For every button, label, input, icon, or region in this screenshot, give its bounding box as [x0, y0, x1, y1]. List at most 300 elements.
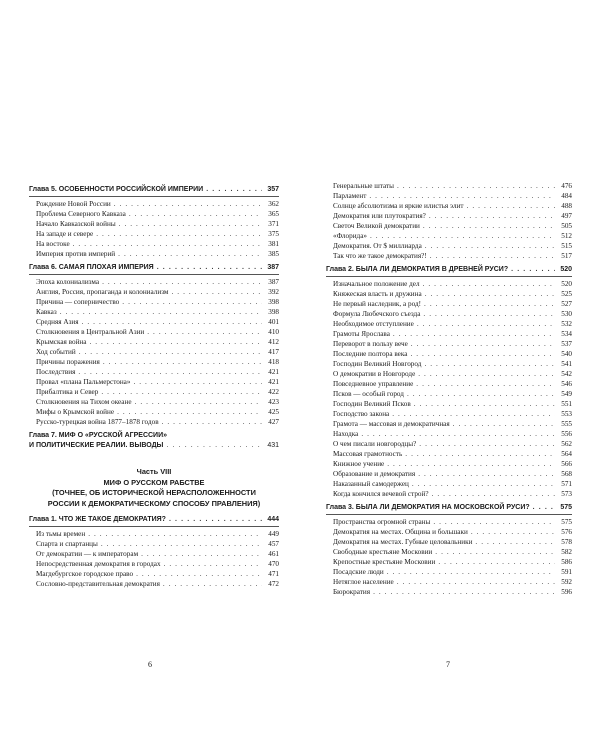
toc-entry[interactable]: [333, 339, 572, 349]
toc-entry[interactable]: [333, 389, 572, 399]
entry-title: Бюрократия: [333, 588, 371, 596]
entry-title: Причины поражения: [36, 358, 100, 366]
dot-leader: [101, 539, 262, 549]
entry-title: Книжное учение: [333, 460, 385, 468]
chapter-6-entries: [29, 277, 279, 427]
dot-leader: [157, 263, 262, 273]
toc-chapter-7[interactable]: [29, 431, 279, 451]
entry-page: 556: [561, 430, 572, 438]
toc-entry[interactable]: [333, 537, 572, 547]
entry-title: Ход событий: [36, 348, 76, 356]
entry-title: Русско-турецкая война 1877–1878 годов: [36, 418, 159, 426]
toc-entry[interactable]: [333, 439, 572, 449]
dot-leader: [418, 369, 555, 379]
toc-entry[interactable]: [36, 367, 279, 377]
entry-page: 575: [561, 518, 572, 526]
entry-page: 551: [561, 400, 572, 408]
chapter-5-entries: [29, 199, 279, 259]
entry-page: 401: [268, 318, 279, 326]
dot-leader: [425, 289, 555, 299]
entry-page: 375: [268, 230, 279, 238]
entry-title: Демократия. От $ миллиарда: [333, 242, 422, 250]
toc-entry[interactable]: [333, 349, 572, 359]
toc-entry[interactable]: [333, 319, 572, 329]
entry-page: 592: [561, 578, 572, 586]
toc-entry[interactable]: [36, 307, 279, 317]
entry-title: Княжеская власть и дружина: [333, 290, 422, 298]
entry-page: 571: [561, 480, 572, 488]
dot-leader: [475, 537, 555, 547]
dot-leader: [438, 557, 555, 567]
dot-leader: [118, 249, 262, 259]
entry-title: Массовая грамотность: [333, 450, 403, 458]
entry-page: 423: [268, 398, 279, 406]
entry-title: Пространства огромной страны: [333, 518, 431, 526]
dot-leader: [133, 377, 262, 387]
entry-page: 568: [561, 470, 572, 478]
part-heading: [29, 467, 279, 509]
entry-page: 387: [268, 278, 279, 286]
toc-entry[interactable]: [333, 231, 572, 241]
entry-title: Крепостные крестьяне Московии: [333, 558, 436, 566]
entry-page: 515: [561, 242, 572, 250]
page-number-right: 7: [446, 660, 450, 669]
entry-title: Последствия: [36, 368, 76, 376]
dot-leader: [424, 359, 555, 369]
chapter-divider: [29, 526, 279, 527]
entry-title: О чем писали новгородцы?: [333, 440, 417, 448]
dot-leader: [82, 317, 262, 327]
entry-page: 530: [561, 310, 572, 318]
toc-entry[interactable]: [333, 517, 572, 527]
entry-title: Свободные крестьяне Московии: [333, 548, 433, 556]
dot-leader: [135, 397, 262, 407]
dot-leader: [423, 221, 555, 231]
toc-chapter-1[interactable]: [29, 515, 279, 525]
chapter-page: 520: [560, 266, 572, 273]
dot-leader: [79, 347, 262, 357]
dot-leader: [416, 379, 555, 389]
toc-entry[interactable]: [333, 211, 572, 221]
entry-page: 457: [268, 540, 279, 548]
dot-leader: [417, 319, 555, 329]
dot-leader: [410, 349, 555, 359]
entry-title: Образование и демократия: [333, 470, 416, 478]
toc-entry[interactable]: [36, 327, 279, 337]
entry-page: 541: [561, 360, 572, 368]
dot-leader: [96, 229, 262, 239]
entry-page: 576: [561, 528, 572, 536]
toc-entry[interactable]: [333, 527, 572, 537]
entry-page: 484: [561, 192, 572, 200]
left-toc-column: [29, 185, 279, 589]
entry-page: 421: [268, 378, 279, 386]
entry-title: О демократии в Новгороде: [333, 370, 416, 378]
toc-entry[interactable]: [36, 569, 279, 579]
chapter-title: Глава 5. ОСОБЕННОСТИ РОССИЙСКОЙ ИМПЕРИИ: [29, 186, 204, 193]
entry-page: 537: [561, 340, 572, 348]
chapter-page: 444: [267, 516, 279, 523]
chapter-page: 357: [267, 186, 279, 193]
entry-title: Необходимое отступление: [333, 320, 414, 328]
toc-entry[interactable]: [36, 297, 279, 307]
toc-entry[interactable]: [333, 299, 572, 309]
dot-leader: [405, 449, 555, 459]
dot-leader: [424, 299, 555, 309]
toc-entry[interactable]: [36, 579, 279, 589]
dot-leader: [122, 297, 262, 307]
chapter-2-entries: [326, 279, 572, 499]
entry-page: 527: [561, 300, 572, 308]
toc-entry[interactable]: [333, 409, 572, 419]
entry-title: На западе и севере: [36, 230, 94, 238]
entry-page: 497: [561, 212, 572, 220]
entry-title: «Флорида»: [333, 232, 367, 240]
toc-entry[interactable]: [36, 249, 279, 259]
toc-entry[interactable]: [36, 377, 279, 387]
chapter-divider: [326, 276, 572, 277]
entry-page: 582: [561, 548, 572, 556]
dot-leader: [103, 357, 262, 367]
entry-title: Из тьмы времен: [36, 530, 86, 538]
entry-page: 488: [561, 202, 572, 210]
entry-title: Начало Кавказской войны: [36, 220, 116, 228]
entry-title: Спарта и спартанцы: [36, 540, 98, 548]
part-number: Часть VIII: [136, 467, 172, 476]
toc-entry[interactable]: [333, 587, 572, 597]
entry-page: 532: [561, 320, 572, 328]
part-subtitle-line-1: (ТОЧНЕЕ, ОБ ИСТОРИЧЕСКОЙ НЕРАСПОЛОЖЕННОСТИ: [52, 488, 256, 497]
toc-entry[interactable]: [333, 289, 572, 299]
toc-entry[interactable]: [36, 417, 279, 427]
dot-leader: [117, 407, 262, 417]
entry-title: Светоч Великой демократии: [333, 222, 420, 230]
right-toc-column: [326, 181, 572, 597]
entry-title: Грамоты Ярослава: [333, 330, 390, 338]
entry-title: Не первый наследник, а род!: [333, 300, 422, 308]
entry-page: 578: [561, 538, 572, 546]
toc-entry[interactable]: [333, 279, 572, 289]
entry-title: Последние полтора века: [333, 350, 408, 358]
dot-leader: [147, 327, 262, 337]
continued-entries: [326, 181, 572, 261]
dot-leader: [164, 559, 262, 569]
dot-leader: [163, 579, 262, 589]
entry-title: Наказанный самодержец: [333, 480, 409, 488]
entry-page: 381: [268, 240, 279, 248]
chapter-page: 431: [267, 442, 279, 449]
toc-entry[interactable]: [36, 529, 279, 539]
toc-entry[interactable]: [36, 549, 279, 559]
dot-leader: [533, 503, 555, 513]
entry-title: Проблема Северного Кавказа: [36, 210, 126, 218]
entry-page: 517: [561, 252, 572, 260]
dot-leader: [361, 429, 555, 439]
entry-page: 549: [561, 390, 572, 398]
entry-page: 392: [268, 288, 279, 296]
dot-leader: [471, 527, 555, 537]
toc-chapter-2[interactable]: [326, 265, 572, 275]
dot-leader: [129, 209, 262, 219]
chapter-title-line-2: И ПОЛИТИЧЕСКИЕ РЕАЛИИ. ВЫВОДЫ: [29, 442, 164, 449]
dot-leader: [432, 489, 555, 499]
dot-leader: [101, 387, 262, 397]
toc-entry[interactable]: [333, 379, 572, 389]
toc-entry[interactable]: [333, 221, 572, 231]
toc-entry[interactable]: [36, 287, 279, 297]
chapter-divider: [326, 514, 572, 515]
dot-leader: [370, 231, 555, 241]
dot-leader: [387, 567, 555, 577]
entry-title: Грамота — массовая и демократичная: [333, 420, 450, 428]
entry-title: Магдебургское городское право: [36, 570, 134, 578]
chapter-title: Глава 6. САМАЯ ПЛОХАЯ ИМПЕРИЯ: [29, 264, 154, 271]
dot-leader: [429, 211, 555, 221]
toc-entry[interactable]: [36, 407, 279, 417]
entry-page: 564: [561, 450, 572, 458]
dot-leader: [114, 199, 262, 209]
dot-leader: [414, 399, 555, 409]
entry-title: Господин Великий Новгород: [333, 360, 422, 368]
toc-entry[interactable]: [333, 567, 572, 577]
dot-leader: [369, 191, 555, 201]
dot-leader: [423, 309, 555, 319]
dot-leader: [73, 239, 262, 249]
toc-entry[interactable]: [333, 329, 572, 339]
entry-title: Кавказ: [36, 308, 57, 316]
dot-leader: [397, 577, 555, 587]
entry-title: Находка: [333, 430, 359, 438]
entry-title: На востоке: [36, 240, 70, 248]
entry-page: 471: [268, 570, 279, 578]
dot-leader: [169, 515, 262, 525]
entry-title: Эпоха колониализма: [36, 278, 100, 286]
dot-leader: [206, 185, 262, 195]
entry-page: 461: [268, 550, 279, 558]
dot-leader: [78, 367, 262, 377]
toc-entry[interactable]: [333, 241, 572, 251]
entry-title: Империя против империй: [36, 250, 116, 258]
toc-entry[interactable]: [333, 309, 572, 319]
dot-leader: [162, 417, 262, 427]
toc-entry[interactable]: [36, 337, 279, 347]
entry-page: 534: [561, 330, 572, 338]
entry-page: 425: [268, 408, 279, 416]
toc-chapter-3[interactable]: [326, 503, 572, 513]
entry-page: 385: [268, 250, 279, 258]
dot-leader: [136, 569, 262, 579]
toc-entry[interactable]: [333, 369, 572, 379]
chapter-page: 387: [267, 264, 279, 271]
entry-title: Мифы о Крымской войне: [36, 408, 115, 416]
chapter-page: 575: [560, 504, 572, 511]
toc-entry[interactable]: [333, 489, 572, 499]
entry-page: 472: [268, 580, 279, 588]
toc-entry[interactable]: [333, 251, 572, 261]
part-title: МИФ О РУССКОМ РАБСТВЕ: [103, 477, 205, 487]
dot-leader: [419, 439, 555, 449]
chapter-divider: [29, 274, 279, 275]
entry-title: От демократии — к императорам: [36, 550, 139, 558]
entry-page: 422: [268, 388, 279, 396]
toc-entry[interactable]: [333, 577, 572, 587]
dot-leader: [60, 307, 262, 317]
dot-leader: [387, 459, 555, 469]
dot-leader: [119, 219, 262, 229]
dot-leader: [166, 441, 264, 451]
dot-leader: [511, 265, 555, 275]
entry-title: Провал «плана Пальмерстона»: [36, 378, 131, 386]
entry-title: Псков — особый город: [333, 390, 404, 398]
dot-leader: [435, 547, 555, 557]
toc-entry[interactable]: [333, 201, 572, 211]
entry-title: Нетяглое население: [333, 578, 394, 586]
toc-entry[interactable]: [36, 277, 279, 287]
entry-title: Генеральные штаты: [333, 182, 394, 190]
dot-leader: [411, 339, 555, 349]
entry-title: Причина — соперничество: [36, 298, 120, 306]
toc-entry[interactable]: [333, 359, 572, 369]
entry-page: 365: [268, 210, 279, 218]
toc-entry[interactable]: [333, 419, 572, 429]
toc-entry[interactable]: [36, 347, 279, 357]
entry-title: Столкновения в Центральной Азии: [36, 328, 145, 336]
toc-entry[interactable]: [36, 209, 279, 219]
entry-title: Когда кончился вечевой строй?: [333, 490, 429, 498]
entry-title: Господство закона: [333, 410, 390, 418]
entry-title: Демократия на местах. Община и большаки: [333, 528, 468, 536]
entry-page: 553: [561, 410, 572, 418]
dot-leader: [467, 201, 555, 211]
dot-leader: [423, 279, 555, 289]
entry-title: Повседневное управление: [333, 380, 414, 388]
toc-entry[interactable]: [36, 397, 279, 407]
entry-page: 562: [561, 440, 572, 448]
entry-page: 573: [561, 490, 572, 498]
entry-title: Парламент: [333, 192, 367, 200]
entry-title: Прибалтика и Север: [36, 388, 99, 396]
entry-title: Господин Великий Псков: [333, 400, 411, 408]
dot-leader: [89, 337, 262, 347]
entry-page: 398: [268, 298, 279, 306]
chapter-title: Глава 1. ЧТО ЖЕ ТАКОЕ ДЕМОКРАТИЯ?: [29, 516, 166, 523]
entry-page: 412: [268, 338, 279, 346]
entry-page: 546: [561, 380, 572, 388]
entry-title: Изначальное положение дел: [333, 280, 420, 288]
toc-entry[interactable]: [333, 557, 572, 567]
entry-title: Англия, Россия, пропаганда и колониализм: [36, 288, 169, 296]
entry-page: 410: [268, 328, 279, 336]
entry-title: Сословно-представительная демократия: [36, 580, 160, 588]
toc-entry[interactable]: [36, 199, 279, 209]
entry-page: 555: [561, 420, 572, 428]
toc-entry[interactable]: [333, 181, 572, 191]
entry-page: 586: [561, 558, 572, 566]
toc-entry[interactable]: [333, 399, 572, 409]
dot-leader: [393, 329, 555, 339]
toc-entry[interactable]: [36, 219, 279, 229]
dot-leader: [407, 389, 555, 399]
dot-leader: [453, 419, 555, 429]
entry-page: 512: [561, 232, 572, 240]
page-number-left: 6: [148, 660, 152, 669]
entry-page: 427: [268, 418, 279, 426]
entry-page: 520: [561, 280, 572, 288]
entry-page: 596: [561, 588, 572, 596]
dot-leader: [373, 587, 555, 597]
entry-page: 417: [268, 348, 279, 356]
entry-page: 591: [561, 568, 572, 576]
chapter-title-line-1: Глава 7. МИФ О «РУССКОЙ АГРЕССИИ»: [29, 432, 168, 439]
dot-leader: [425, 241, 555, 251]
dot-leader: [418, 469, 555, 479]
dot-leader: [412, 479, 555, 489]
toc-entry[interactable]: [36, 539, 279, 549]
chapter-1-entries: [29, 529, 279, 589]
toc-entry[interactable]: [333, 459, 572, 469]
entry-page: 398: [268, 308, 279, 316]
dot-leader: [171, 287, 262, 297]
dot-leader: [141, 549, 262, 559]
toc-entry[interactable]: [36, 239, 279, 249]
entry-page: 525: [561, 290, 572, 298]
dot-leader: [430, 251, 555, 261]
entry-title: Переворот в пользу вече: [333, 340, 408, 348]
dot-leader: [433, 517, 555, 527]
entry-page: 470: [268, 560, 279, 568]
toc-entry[interactable]: [36, 317, 279, 327]
entry-title: Крымская война: [36, 338, 87, 346]
entry-title: Рождение Новой России: [36, 200, 111, 208]
chapter-title: Глава 3. БЫЛА ЛИ ДЕМОКРАТИЯ НА МОСКОВСКОЙ РУСИ?: [326, 504, 530, 511]
dot-leader: [397, 181, 555, 191]
toc-entry[interactable]: [333, 479, 572, 489]
toc-entry[interactable]: [333, 547, 572, 557]
chapter-3-entries: [326, 517, 572, 597]
entry-title: Средняя Азия: [36, 318, 79, 326]
toc-entry[interactable]: [333, 429, 572, 439]
toc-entry[interactable]: [36, 357, 279, 367]
entry-title: Солнце абсолютизма и яркие илистья элит: [333, 202, 464, 210]
toc-entry[interactable]: [333, 469, 572, 479]
entry-page: 476: [561, 182, 572, 190]
toc-entry[interactable]: [36, 229, 279, 239]
toc-entry[interactable]: [36, 559, 279, 569]
entry-page: 505: [561, 222, 572, 230]
entry-title: Так что же такое демократия?!: [333, 252, 427, 260]
dot-leader: [102, 277, 262, 287]
toc-chapter-5[interactable]: [29, 185, 279, 195]
chapter-title: Глава 2. БЫЛА ЛИ ДЕМОКРАТИЯ В ДРЕВНЕЙ РУСИ?: [326, 266, 509, 273]
entry-page: 542: [561, 370, 572, 378]
entry-title: Непосредственная демократия в городах: [36, 560, 161, 568]
toc-entry[interactable]: [333, 191, 572, 201]
entry-page: 371: [268, 220, 279, 228]
toc-entry[interactable]: [333, 449, 572, 459]
entry-title: Формула Любечского съезда: [333, 310, 421, 318]
entry-title: Демократия или плутократия?: [333, 212, 426, 220]
entry-title: Посадские люди: [333, 568, 384, 576]
entry-title: Столкновения на Тихом океане: [36, 398, 132, 406]
chapter-divider: [29, 196, 279, 197]
dot-leader: [88, 529, 262, 539]
entry-page: 421: [268, 368, 279, 376]
toc-chapter-6[interactable]: [29, 263, 279, 273]
entry-page: 362: [268, 200, 279, 208]
entry-page: 566: [561, 460, 572, 468]
entry-page: 540: [561, 350, 572, 358]
toc-entry[interactable]: [36, 387, 279, 397]
